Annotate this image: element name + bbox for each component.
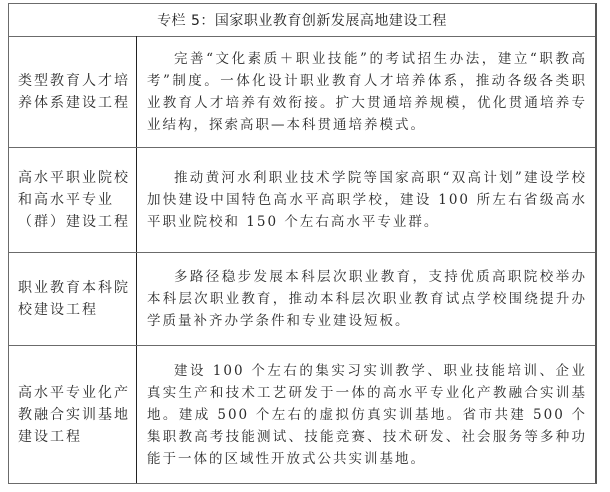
project-name: 职业教育本科院校建设工程	[18, 280, 130, 318]
project-table	[8, 3, 597, 484]
project-name: 高水平职业院校和高水平专业（群）建设工程	[18, 170, 130, 230]
project-content: 多路径稳步发展本科层次职业教育，支持优质高职院校举办本科层次职业教育，推动本科层次职业教育试点学校围绕提升办学质量补齐办学条件和专业建设短板。	[147, 269, 587, 329]
table-title: 专栏 5：国家职业教育创新发展高地建设工程	[9, 4, 595, 37]
project-content-cell	[138, 148, 595, 252]
project-name-cell	[9, 148, 137, 252]
project-name: 高水平专业化产教融合实训基地建设工程	[18, 384, 130, 445]
project-content: 完善“文化素质＋职业技能”的考试招生办法，建立“职教高考”制度。一体化设计职业教育人才培养体系，推动各级各类职业教育人才培养有效衔接。扩大贯通培养规模，优化贯通培养专业结构，探索高职—本科贯通培养模式。	[147, 50, 587, 133]
project-content: 建设 100 个左右的集实习实训教学、职业技能培训、企业真实生产和技术工艺研发于一体的高水平专业化产教融合实训基地。建成 500 个左右的虚拟仿真实训基地。省市共建 500 个集职教高考技能测试、技能竞赛、技术研发、社会服务等多种功能于一体的区域性开放式公共实训基地。	[147, 362, 587, 467]
project-name-cell	[9, 346, 137, 483]
project-content-cell	[138, 253, 595, 345]
project-content-cell	[138, 36, 595, 147]
table-row	[9, 36, 595, 148]
project-name: 类型教育人才培养体系建设工程	[18, 72, 130, 111]
project-content: 推动黄河水利职业技术学院等国家高职“双高计划”建设学校加快建设中国特色高水平高职学校，建设 100 所左右省级高水平职业院校和 150 个左右高水平专业群。	[147, 170, 587, 230]
table-row	[9, 346, 595, 483]
table-row	[9, 148, 595, 253]
project-content-cell	[138, 346, 595, 483]
project-name-cell	[9, 36, 137, 147]
table-row	[9, 253, 595, 346]
project-name-cell	[9, 253, 137, 345]
